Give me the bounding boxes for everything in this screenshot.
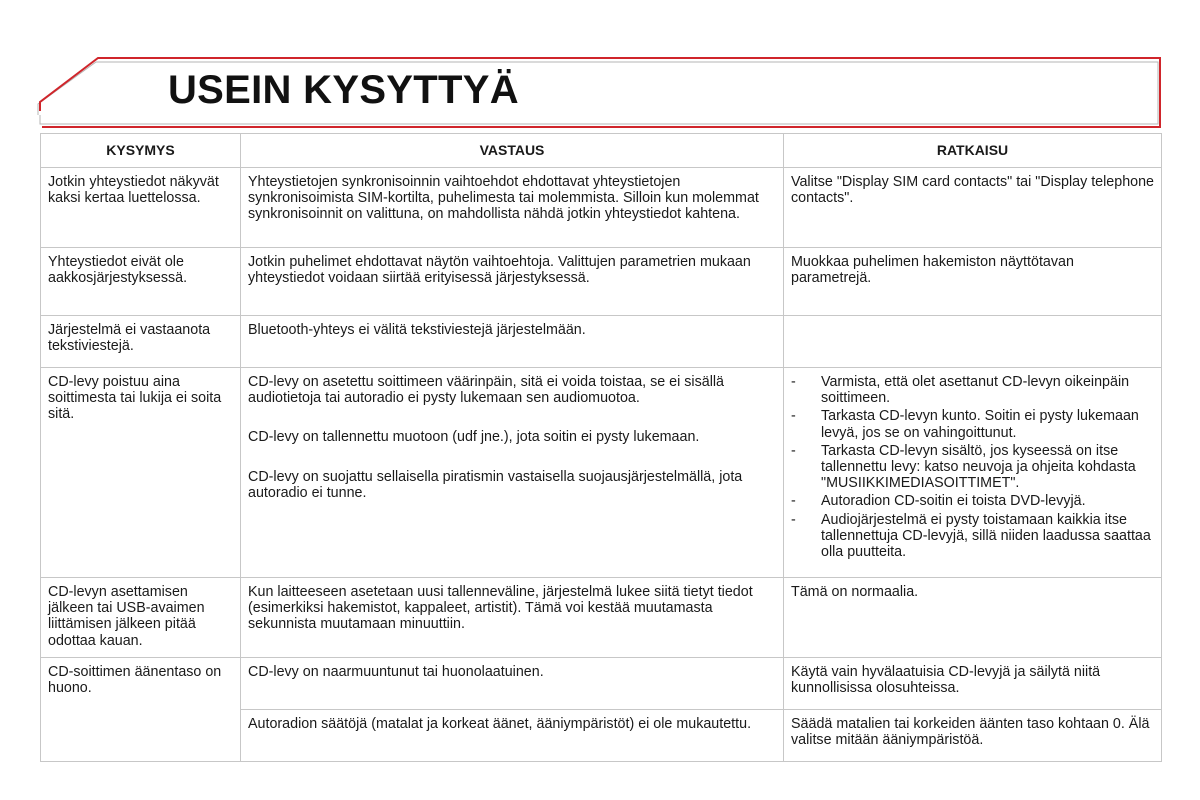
header-answer: VASTAUS: [241, 134, 784, 168]
dash-bullet: -: [791, 374, 796, 390]
solution-cell: Käytä vain hyvälaatuisia CD-levyjä ja säilytä niitä kunnollisissa olosuhteissa.: [784, 658, 1162, 710]
answer-cell: Jotkin puhelimet ehdottavat näytön vaihtoehtoja. Valittujen parametrien mukaan yhteystiedot voidaan siirtää erityisessä järjestyksessä.: [241, 248, 784, 316]
table-row: [41, 368, 1162, 578]
solution-list-item: [791, 443, 1154, 492]
header-question: KYSYMYS: [41, 134, 241, 168]
solution-item-text: Varmista, että olet asettanut CD-levyn oikeinpäin soittimeen.: [821, 374, 1130, 407]
question-cell: Jotkin yhteystiedot näkyvät kaksi kertaa luettelossa.: [41, 168, 241, 248]
answer-paragraph: CD-levy on tallennettu muotoon (udf jne.), jota soitin ei pysty lukemaan.: [248, 429, 700, 446]
solution-item-text: Tarkasta CD-levyn kunto. Soitin ei pysty lukemaan levyä, jos se on vahingoittunut.: [821, 408, 1139, 441]
question-cell: CD-levyn asettamisen jälkeen tai USB-avaimen liittämisen jälkeen pitää odottaa kauan.: [41, 578, 241, 658]
solution-cell: Valitse "Display SIM card contacts" tai "Display telephone contacts".: [784, 168, 1162, 248]
table-row: [41, 316, 1162, 368]
solution-list-item: [791, 408, 1154, 440]
solution-list-item: [791, 493, 1154, 509]
faq-table: [40, 133, 1162, 762]
solution-list-item: [791, 512, 1154, 561]
solution-list: [791, 374, 1154, 560]
answer-paragraph: CD-levy on asetettu soittimeen väärinpäin, sitä ei voida toistaa, se ei sisällä audiotietoja tai autoradio ei pysty lukemaan sen audiomuotoa.: [248, 374, 725, 407]
solution-cell: Tämä on normaalia.: [784, 578, 1162, 658]
dash-bullet: -: [791, 442, 796, 459]
question-cell: Järjestelmä ei vastaanota tekstiviestejä.: [41, 316, 241, 368]
solution-item-text: Autoradion CD-soitin ei toista DVD-levyjä.: [821, 493, 1086, 510]
answer-cell: [241, 368, 784, 578]
solution-cell: [784, 368, 1162, 578]
header-solution: RATKAISU: [784, 134, 1162, 168]
page-title: USEIN KYSYTTYÄ: [168, 68, 519, 112]
solution-item-text: Audiojärjestelmä ei pysty toistamaan kaikkia itse tallennettuja CD-levyjä, sillä niiden laadussa saattaa olla puutteita.: [821, 511, 1151, 561]
answer-paragraph: CD-levy on suojattu sellaisella piratismin vastaisella suojausjärjestelmällä, jota autoradio ei tunne.: [248, 468, 743, 501]
table-row: [41, 578, 1162, 658]
solution-list-item: [791, 374, 1154, 406]
answer-cell: Yhteystietojen synkronisoinnin vaihtoehdot ehdottavat yhteystietojen synkronisoimista SIM-kortilta, puhelimesta tai molemmista. Silloin kun molemmat synkronisoinnit on valittuna, on mahdollista nähdä jotkin yhteystiedot kahtena.: [241, 168, 784, 248]
solution-cell: Säädä matalien tai korkeiden äänten taso kohtaan 0. Älä valitse mitään ääniympäristöä.: [784, 710, 1162, 762]
dash-bullet: -: [791, 511, 796, 528]
paragraph-gap: [248, 406, 776, 429]
answer-cell: Bluetooth-yhteys ei välitä tekstiviestejä järjestelmään.: [241, 316, 784, 368]
table-row: [41, 658, 1162, 710]
solution-cell: [784, 316, 1162, 368]
solution-item-text: Tarkasta CD-levyn sisältö, jos kyseessä on itse tallennettu levy: katso neuvoja ja ohjeita kohdasta "MUSIIKKIMEDIASOITTIMET".: [821, 442, 1136, 492]
question-cell: Yhteystiedot eivät ole aakkosjärjestyksessä.: [41, 248, 241, 316]
question-cell: CD-levy poistuu aina soittimesta tai lukija ei soita sitä.: [41, 368, 241, 578]
question-cell: CD-soittimen äänentaso on huono.: [41, 658, 241, 762]
answer-cell: Autoradion säätöjä (matalat ja korkeat äänet, ääniympäristöt) ei ole mukautettu.: [241, 710, 784, 762]
dash-bullet: -: [791, 408, 796, 425]
table-row: [41, 168, 1162, 248]
answer-cell: CD-levy on naarmuuntunut tai huonolaatuinen.: [241, 658, 784, 710]
paragraph-gap: [248, 446, 776, 469]
answer-cell: Kun laitteeseen asetetaan uusi tallenneväline, järjestelmä lukee siitä tietyt tiedot (esimerkiksi hakemistot, kappaleet, artistit). Tämä voi kestää muutamasta sekunnista muutamaan minuuttiin.: [241, 578, 784, 658]
dash-bullet: -: [791, 493, 796, 510]
solution-cell: Muokkaa puhelimen hakemiston näyttötavan parametrejä.: [784, 248, 1162, 316]
table-header-row: [41, 134, 1162, 168]
table-row: [41, 248, 1162, 316]
